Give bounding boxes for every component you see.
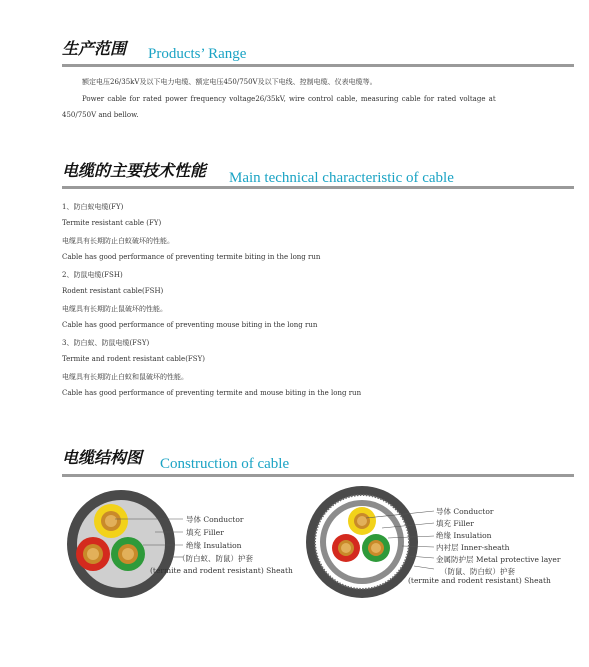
range-paragraph-en-2: 450/750V and bellow.: [62, 111, 139, 119]
range-en-title: Products’ Range: [148, 46, 247, 62]
construction-cn-title: 电缆结构图: [62, 448, 143, 467]
tech-line: Rodent resistant cable(FSH): [62, 287, 164, 295]
tech-line: Cable has good performance of preventing mouse biting in the long run: [62, 321, 318, 329]
right-label-insulation: 绝缘 Insulation: [436, 531, 492, 540]
range-cn-title: 生产范围: [62, 39, 127, 58]
tech-line: Termite resistant cable (FY): [62, 219, 162, 227]
range-paragraph-en-1: Power cable for rated power frequency voltage26/35kV, wire control cable, measuring cable for rated voltage at: [82, 95, 496, 103]
left-label-filler: 填充 Filler: [186, 528, 224, 537]
right-label-filler: 填充 Filler: [436, 519, 474, 528]
tech-title-bar: [62, 186, 574, 189]
left-label-sheath-cn: （防白蚁、防鼠）护套: [178, 554, 253, 563]
construction-title-bar: [62, 474, 574, 477]
tech-line: 2、防鼠电缆(FSH): [62, 271, 123, 279]
tech-cn-title: 电缆的主要技术性能: [62, 161, 207, 180]
tech-line: 电缆具有长期防止鼠破坏的性能。: [62, 305, 167, 313]
right-label-sheath-en: (termite and rodent resistant) Sheath: [408, 576, 551, 585]
tech-line: Cable has good performance of preventing termite and mouse biting in the long run: [62, 389, 362, 397]
right-label-conductor: 导体 Conductor: [436, 507, 494, 516]
tech-en-title: Main technical characteristic of cable: [229, 170, 454, 186]
range-paragraph-cn: 额定电压26/35kV及以下电力电缆、额定电压450/750V及以下电线、控制电缆、仪表电缆等。: [82, 78, 377, 86]
tech-line: Termite and rodent resistant cable(FSY): [62, 355, 205, 363]
cable-cross-section-left: [55, 488, 190, 603]
range-title-bar: [62, 64, 574, 67]
tech-line: 3、防白蚁、防鼠电缆(FSY): [62, 339, 150, 347]
tech-line: 电缆具有长期防止白蚁和鼠破坏的性能。: [62, 373, 188, 381]
construction-en-title: Construction of cable: [160, 456, 290, 472]
left-label-conductor: 导体 Conductor: [186, 515, 244, 524]
right-label-inner-sheath: 内衬层 Inner-sheath: [436, 543, 510, 552]
cable-cross-section-right: [300, 484, 440, 604]
tech-line: Cable has good performance of preventing termite biting in the long run: [62, 253, 321, 261]
right-label-metal-layer: 金属防护层 Metal protective layer: [436, 555, 561, 564]
right-label-sheath-cn: （防鼠、防白蚁）护套: [440, 567, 515, 576]
tech-line: 1、防白蚁电缆(FY): [62, 203, 124, 211]
tech-line: 电缆具有长期防止白蚁破坏的性能。: [62, 237, 174, 245]
left-label-sheath-en: (termite and rodent resistant) Sheath: [150, 566, 293, 575]
left-label-insulation: 绝缘 Insulation: [186, 541, 242, 550]
